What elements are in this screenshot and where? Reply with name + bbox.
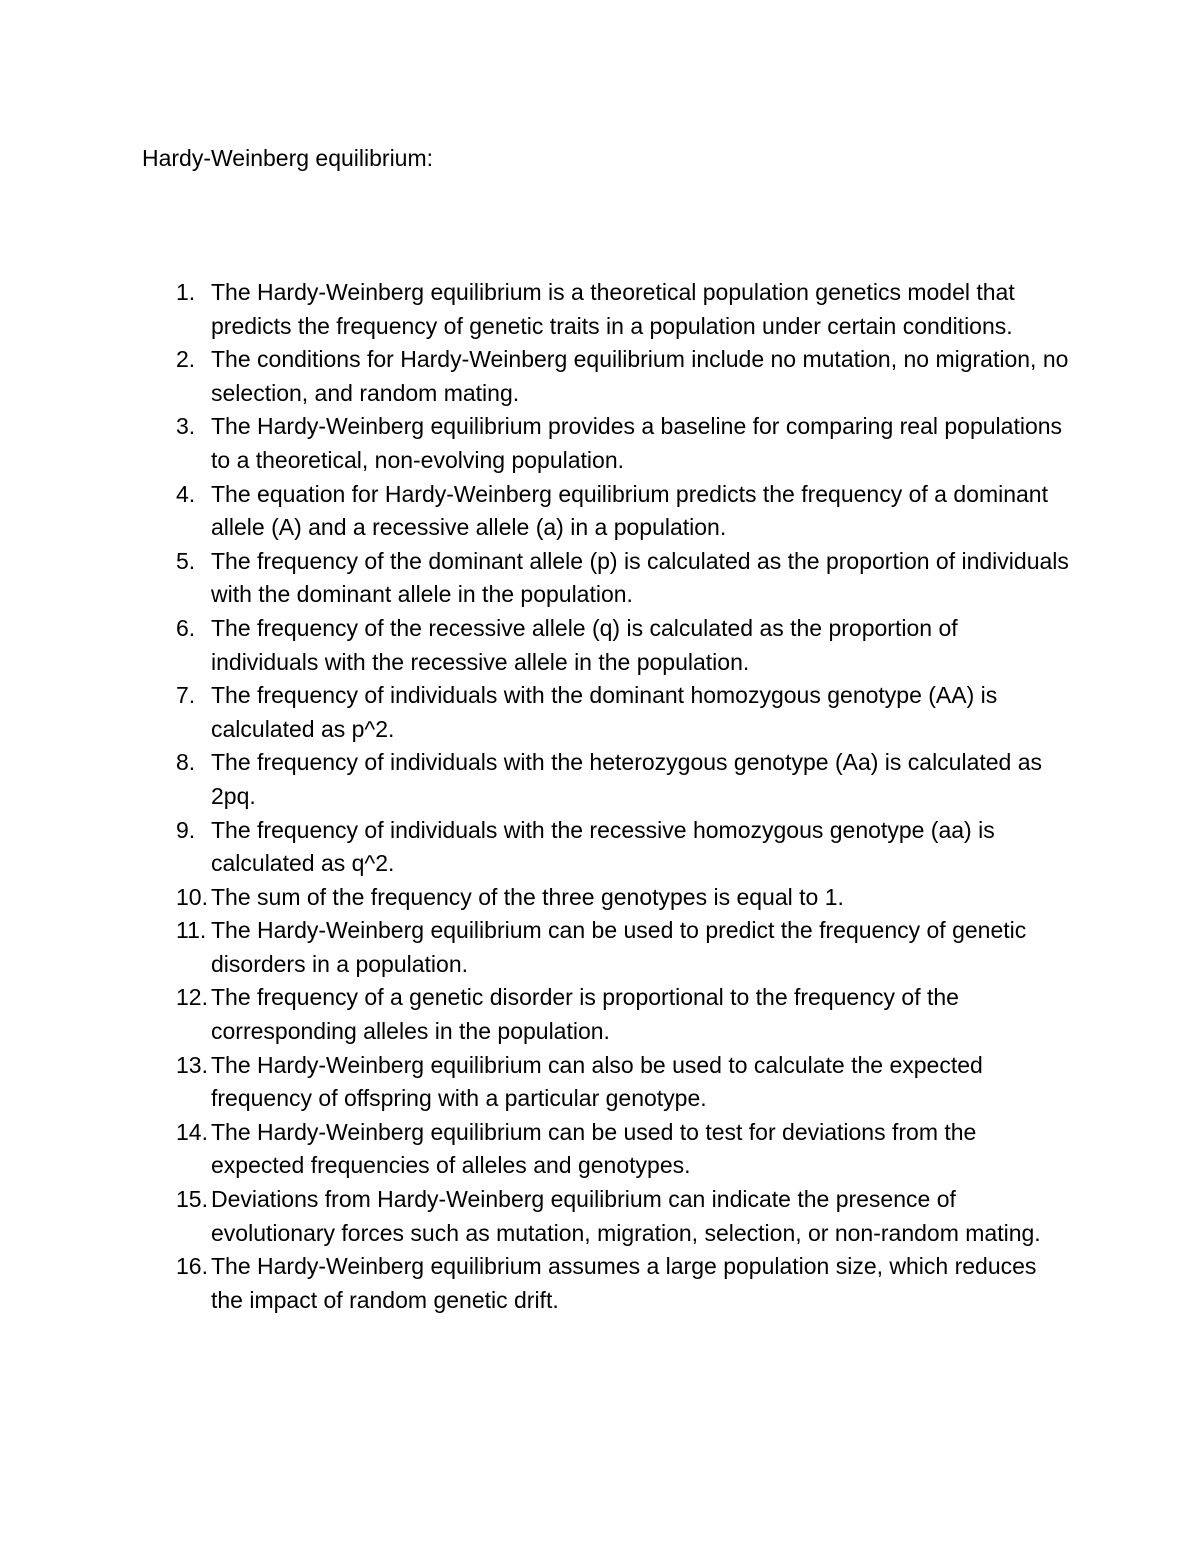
list-item-text: The frequency of a genetic disorder is proportional to the frequency of the corresponding alleles in the population. (211, 984, 959, 1045)
list-item-text: The frequency of individuals with the heterozygous genotype (Aa) is calculated as 2pq. (211, 749, 1043, 809)
list-item (0, 679, 1071, 746)
list-item-number: 4. (176, 480, 196, 507)
list-item (0, 478, 1071, 545)
list-item (0, 981, 1071, 1048)
list-item-text: The Hardy-Weinberg equilibrium can also be used to calculate the expected frequency of offspring with a particular genotype. (211, 1051, 983, 1112)
list-item-number: 5. (176, 547, 196, 574)
list-item-text: The frequency of the dominant allele (p) is calculated as the proportion of individuals with the dominant allele in the population. (211, 547, 1069, 608)
list-item-text: The Hardy-Weinberg equilibrium is a theoretical population genetics model that predicts the frequency of genetic traits in a population under certain conditions. (211, 279, 1015, 339)
list-item (0, 612, 1071, 679)
list-item (0, 746, 1071, 813)
list-item-number: 8. (176, 749, 196, 776)
list-item-text: Deviations from Hardy-Weinberg equilibrium can indicate the presence of evolutionary forces such as mutation, migration, selection, or non-random mating. (211, 1186, 1041, 1246)
list-item (0, 1116, 1071, 1183)
list-item-number: 10. (176, 883, 208, 910)
list-item-text: The Hardy-Weinberg equilibrium assumes a large population size, which reduces the impact of random genetic drift. (211, 1253, 1037, 1313)
list-item-text: The conditions for Hardy-Weinberg equilibrium include no mutation, no migration, no selection, and random mating. (211, 346, 1069, 406)
list-item-text: The sum of the frequency of the three genotypes is equal to 1. (211, 883, 844, 910)
list-item-number: 14. (176, 1118, 208, 1145)
list-item (0, 1049, 1071, 1116)
list-item-number: 16. (176, 1253, 208, 1280)
list-item (0, 410, 1071, 477)
list-item-text: The equation for Hardy-Weinberg equilibrium predicts the frequency of a dominant allele (A) and a recessive allele (a) in a population. (211, 480, 1048, 541)
list-item-text: The frequency of individuals with the dominant homozygous genotype (AA) is calculated as p^2. (211, 682, 998, 742)
list-item-number: 2. (176, 346, 196, 373)
list-item-text: The frequency of the recessive allele (q) is calculated as the proportion of individuals with the recessive allele in the population. (211, 614, 958, 675)
list-item-number: 6. (176, 614, 196, 641)
list-item-text: The Hardy-Weinberg equilibrium can be used to predict the frequency of genetic disorders in a population. (211, 917, 1027, 977)
numbered-list (0, 276, 1200, 1317)
list-item-number: 11. (176, 917, 207, 944)
list-item (0, 1183, 1071, 1250)
list-item (0, 343, 1071, 410)
list-item-number: 3. (176, 413, 196, 440)
list-item-number: 7. (176, 682, 196, 709)
list-item (0, 276, 1071, 343)
list-item (0, 1250, 1071, 1317)
list-item (0, 545, 1071, 612)
list-item-text: The Hardy-Weinberg equilibrium can be used to test for deviations from the expected frequencies of alleles and genotypes. (211, 1118, 977, 1179)
list-item (0, 914, 1071, 981)
list-item-text: The Hardy-Weinberg equilibrium provides a baseline for comparing real populations to a theoretical, non-evolving population. (211, 413, 1063, 473)
list-item-number: 12. (176, 984, 208, 1011)
list-item-number: 1. (176, 279, 196, 305)
list-item-number: 13. (176, 1051, 208, 1078)
list-item-text: The frequency of individuals with the recessive homozygous genotype (aa) is calculated as q^2. (211, 816, 995, 877)
list-item (0, 881, 1071, 915)
list-item-number: 9. (176, 816, 196, 843)
list-item (0, 814, 1071, 881)
document-title: Hardy-Weinberg equilibrium: (142, 145, 434, 171)
list-item-number: 15. (176, 1186, 208, 1213)
